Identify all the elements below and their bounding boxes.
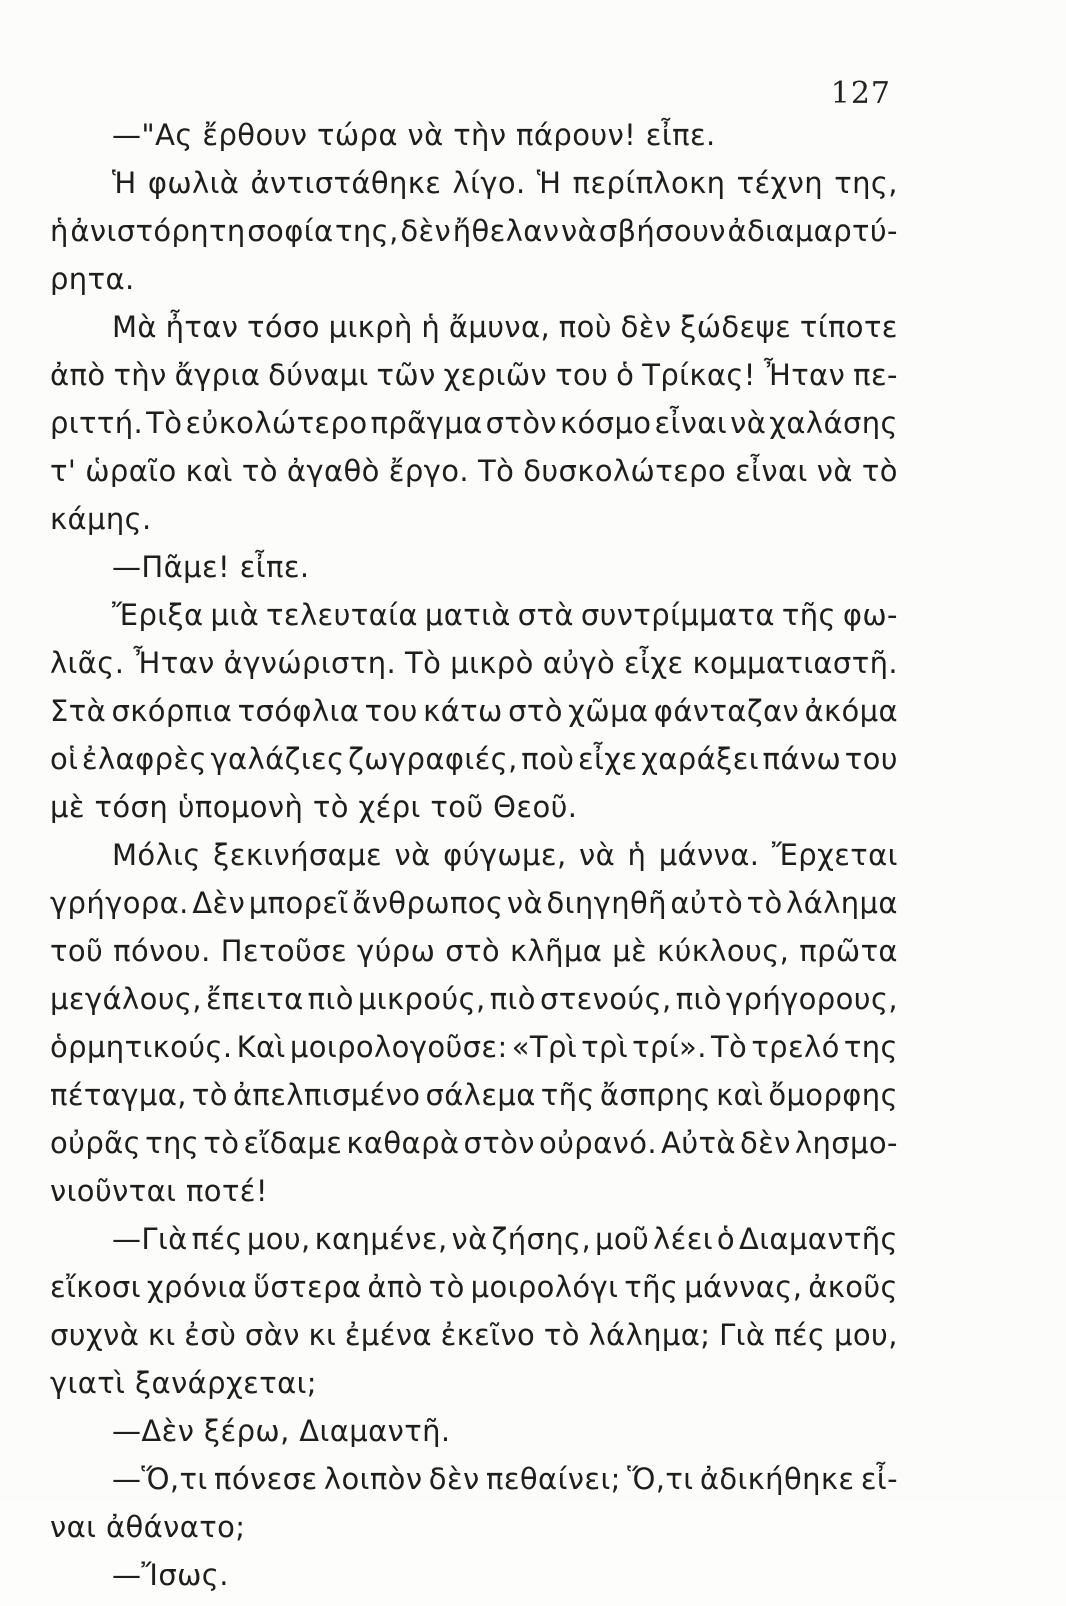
text-line: γιατὶ ξανάρχεται; [50, 1366, 317, 1400]
text-line: Ἔριξα μιὰ τελευταία ματιὰ στὰ συντρίμματα τῆς φω- [112, 598, 898, 632]
text-line: ρητα. [50, 262, 135, 296]
text-line: Ἡ φωλιὰ ἀντιστάθηκε λίγο. Ἡ περίπλοκη τέχνη της, [112, 166, 898, 200]
text-line: οἱ ἐλαφρὲς γαλάζιες ζωγραφιές, ποὺ εἶχε χαράξει πάνω του [50, 742, 898, 776]
text-line: κάμης. [50, 502, 152, 536]
text-line: ριττή. Τὸ εὐκολώτερο πρᾶγμα στὸν κόσμο εἶναι νὰ χαλάσης [50, 406, 898, 440]
text-line: πέταγμα, τὸ ἀπελπισμένο σάλεμα τῆς ἄσπρης καὶ ὄμορφης [50, 1078, 898, 1112]
text-line: τ' ὡραῖο καὶ τὸ ἀγαθὸ ἔργο. Τὸ δυσκολώτερο εἶναι νὰ τὸ [50, 454, 898, 488]
text-line: Μόλις ξεκινήσαμε νὰ φύγωμε, νὰ ἡ μάννα. Ἔρχεται [112, 838, 898, 872]
text-line: —Γιὰ πές μου, καημένε, νὰ ζήσης, μοῦ λέει ὁ Διαμαντῆς [112, 1222, 898, 1256]
text-line: τοῦ πόνου. Πετοῦσε γύρω στὸ κλῆμα μὲ κύκλους, πρῶτα [50, 934, 898, 968]
text-line: —Πᾶμε! εἶπε. [112, 550, 310, 584]
text-line: —Δὲν ξέρω, Διαμαντῆ. [112, 1414, 451, 1448]
text-line: Μὰ ἦταν τόσο μικρὴ ἡ ἄμυνα, ποὺ δὲν ξώδεψε τίποτε [112, 310, 898, 344]
text-line: Στὰ σκόρπια τσόφλια του κάτω στὸ χῶμα φάνταζαν ἀκόμα [50, 694, 898, 728]
page-number: 127 [830, 76, 891, 111]
text-line: συχνὰ κι ἐσὺ σὰν κι ἐμένα ἐκεῖνο τὸ λάλημα; Γιὰ πές μου, [50, 1318, 898, 1352]
text-line: οὐρᾶς της τὸ εἴδαμε καθαρὰ στὸν οὐρανό. Αὐτὰ δὲν λησμο- [50, 1126, 898, 1160]
text-line: γρήγορα. Δὲν μπορεῖ ἄνθρωπος νὰ διηγηθῆ αὐτὸ τὸ λάλημα [50, 886, 898, 920]
text-line: μὲ τόση ὑπομονὴ τὸ χέρι τοῦ Θεοῦ. [50, 790, 578, 824]
text-line: εἴκοσι χρόνια ὕστερα ἀπὸ τὸ μοιρολόγι τῆς μάννας, ἀκοῦς [50, 1270, 898, 1304]
body-text [50, 118, 898, 1606]
text-line: ναι ἀθάνατο; [50, 1510, 246, 1544]
text-line: —"Ας ἔρθουν τώρα νὰ τὴν πάρουν! εἶπε. [112, 118, 716, 152]
text-line: νιοῦνται ποτέ! [50, 1174, 268, 1208]
text-line: —Ἴσως. [112, 1558, 229, 1592]
text-line: —Ὅ,τι πόνεσε λοιπὸν δὲν πεθαίνει; Ὅ,τι ἀδικήθηκε εἶ- [112, 1462, 898, 1496]
text-line: ὁρμητικούς. Καὶ μοιρολογοῦσε: «Τρὶ τρὶ τρί». Τὸ τρελό της [50, 1030, 898, 1064]
text-line: ἀπὸ τὴν ἄγρια δύναμι τῶν χεριῶν του ὁ Τρίκας! Ἦταν πε- [50, 358, 898, 392]
text-line: μεγάλους, ἔπειτα πιὸ μικρούς, πιὸ στενούς, πιὸ γρήγορους, [50, 982, 898, 1016]
text-line: ἡ ἀνιστόρητη σοφία της, δὲν ἤθελαν νὰ σβήσουν ἀδιαμαρτύ- [50, 214, 898, 248]
text-line: λιᾶς. Ἦταν ἀγνώριστη. Τὸ μικρὸ αὐγὸ εἶχε κομματιαστῆ. [50, 646, 898, 680]
